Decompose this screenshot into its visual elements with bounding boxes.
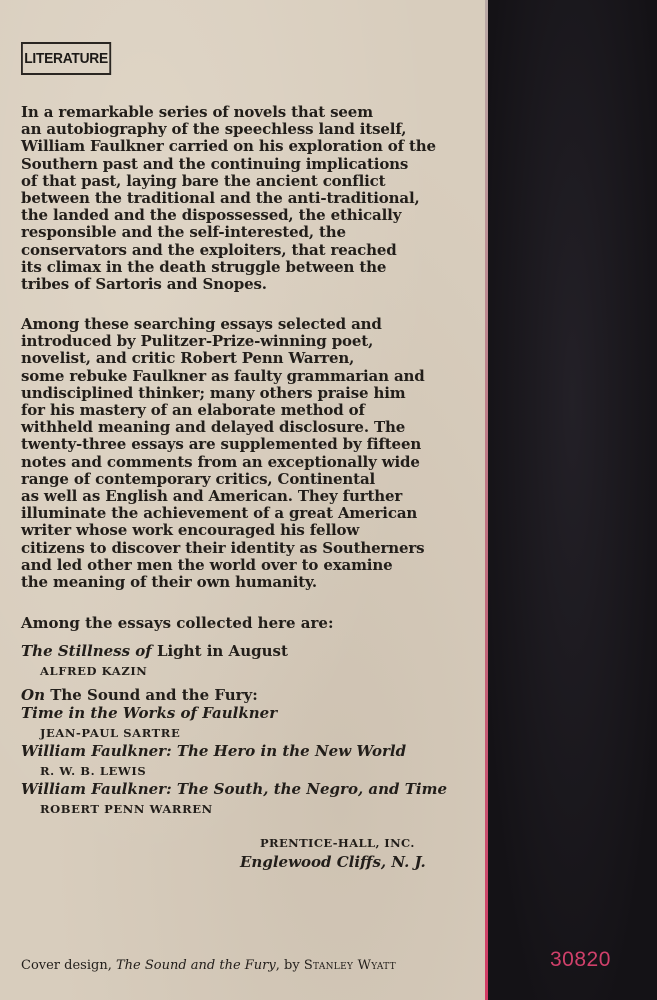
text-line: the landed and the dispossessed, the ethically (21, 206, 402, 225)
text-line: as well as English and American. They further (21, 487, 403, 506)
text-line: twenty-three essays are supplemented by fifteen (21, 435, 422, 454)
credit-prefix: Cover design, (21, 958, 116, 973)
catalog-number: 30820 (550, 948, 611, 971)
essay-title-roman: Light in August (151, 642, 288, 660)
essay-title: William Faulkner: The South, the Negro, and Time (21, 780, 448, 798)
essay-title (21, 642, 288, 660)
text-line: In a remarkable series of novels that seem (21, 103, 373, 121)
text-line: Among these searching essays selected and (21, 315, 382, 333)
text-line: its climax in the death struggle between the (21, 257, 387, 276)
essay-author: ALFRED KAZIN (40, 664, 148, 678)
description-paragraph-1 (21, 104, 481, 293)
text-line: responsible and the self-interested, the (21, 223, 346, 242)
publisher-city: Englewood Cliffs, N. J. (240, 853, 426, 871)
text-line: citizens to discover their identity as Southerners (21, 538, 425, 557)
text-line: writer whose work encouraged his fellow (21, 521, 360, 540)
text-line: withheld meaning and delayed disclosure. The (21, 418, 406, 437)
text-line: some rebuke Faulkner as faulty grammarian and (21, 366, 425, 385)
essay-title-roman: The Sound and the Fury: (44, 686, 258, 704)
credit-designer: Stanley Wyatt (303, 958, 396, 973)
essay-author: ROBERT PENN WARREN (40, 802, 213, 816)
cover-design-credit (21, 958, 396, 973)
text-line: the meaning of their own humanity. (21, 573, 317, 592)
essays-intro: Among the essays collected here are: (21, 614, 334, 632)
text-line: William Faulkner carried on his exploration of the (21, 137, 436, 156)
essay-author: JEAN-PAUL SARTRE (40, 726, 181, 740)
category-label: LITERATURE (21, 42, 111, 75)
essay-author: R. W. B. LEWIS (40, 764, 147, 778)
black-spine-panel (488, 0, 657, 1000)
text-line: illuminate the achievement of a great American (21, 504, 418, 523)
credit-title: The Sound and the Fury (115, 958, 276, 973)
essay-subtitle: Time in the Works of Faulkner (21, 704, 278, 722)
text-line: of that past, laying bare the ancient conflict (21, 171, 386, 190)
text-line: tribes of Sartoris and Snopes. (21, 275, 267, 294)
description-paragraph-2 (21, 316, 481, 591)
essay-title: William Faulkner: The Hero in the New World (21, 742, 407, 760)
text-line: for his mastery of an elaborate method of (21, 401, 365, 420)
text-line: range of contemporary critics, Continental (21, 469, 376, 488)
text-line: novelist, and critic Robert Penn Warren, (21, 349, 355, 368)
text-line: between the traditional and the anti-traditional, (21, 189, 420, 208)
text-line: introduced by Pulitzer-Prize-winning poet, (21, 332, 374, 351)
publisher-name: PRENTICE-HALL, INC. (260, 836, 415, 850)
text-line: conservators and the exploiters, that reached (21, 240, 397, 259)
text-line: an autobiography of the speechless land itself, (21, 120, 407, 139)
essay-title-italic: The Stillness of (21, 642, 152, 660)
text-line: Southern past and the continuing implications (21, 154, 409, 173)
essay-title (21, 686, 258, 704)
text-line: and led other men the world over to examine (21, 555, 393, 574)
text-line: undisciplined thinker; many others praise him (21, 383, 406, 402)
credit-middle: , by (275, 958, 304, 973)
text-line: notes and comments from an exceptionally wide (21, 452, 420, 471)
essay-title-italic: On (21, 686, 45, 704)
